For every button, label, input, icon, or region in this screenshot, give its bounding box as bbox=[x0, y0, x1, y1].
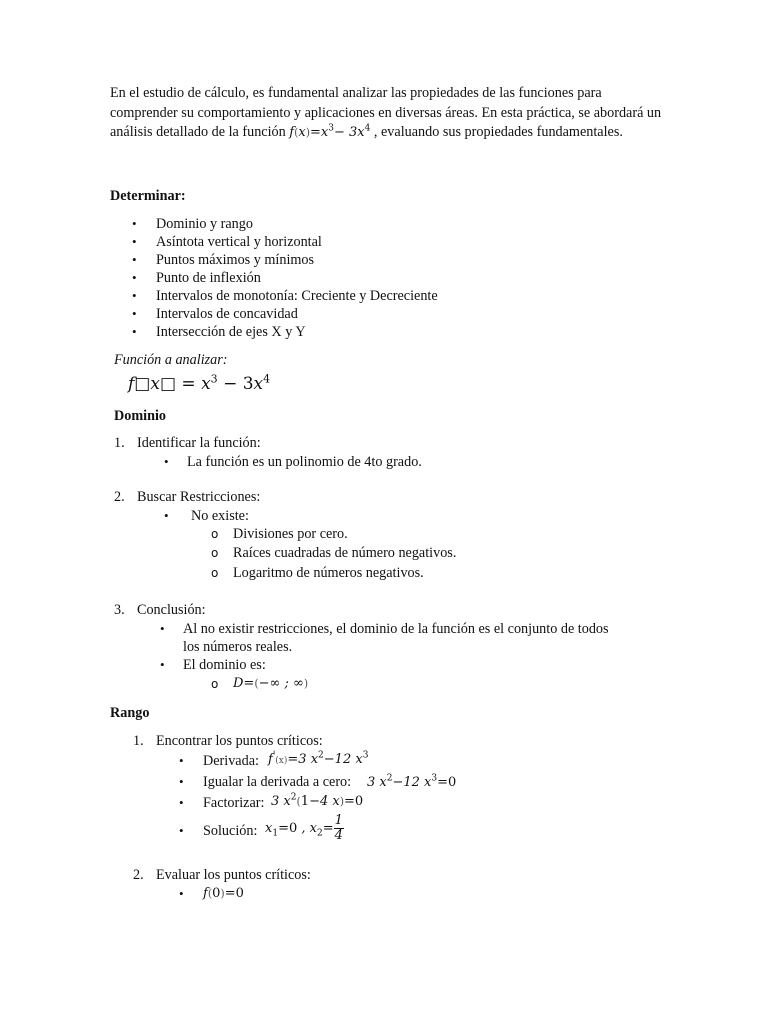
step-number: 2. bbox=[114, 489, 125, 505]
dominio-step1-bullet: La función es un polinomio de 4to grado. bbox=[187, 454, 422, 470]
list-item: Asíntota vertical y horizontal bbox=[156, 234, 322, 250]
bullet-icon: • bbox=[132, 306, 137, 321]
inline-function-formula: $f(x)=x^3- 3x^4$ bbox=[289, 123, 371, 140]
step-number: 2. bbox=[133, 867, 144, 883]
dominio-step3-bullet1-line1: Al no existir restricciones, el dominio de la función es el conjunto de todos bbox=[183, 621, 609, 637]
list-item: Intersección de ejes X y Y bbox=[156, 324, 306, 340]
dominio-step2-bullet: No existe: bbox=[191, 508, 249, 524]
igualar-label: Igualar la derivada a cero: bbox=[203, 774, 352, 790]
rango-heading: Rango bbox=[110, 705, 150, 721]
fraction-one-quarter: $\frac{1}{4}$ bbox=[334, 813, 343, 843]
step-number: 1. bbox=[133, 733, 144, 749]
intro-text-1: En el estudio de cálculo, es fundamental analizar las propiedades de las funciones para comprender su comportamiento y aplicaciones en diversas áreas. En esta práctica, se abordará un análisis detallado de la función bbox=[110, 85, 662, 140]
equation-zero-formula: 3 $x^2-12$ $x^3=0$ bbox=[367, 773, 457, 790]
list-item: Punto de inflexión bbox=[156, 270, 261, 286]
solucion-label: Solución: bbox=[203, 823, 258, 839]
circle-bullet-icon: o bbox=[211, 677, 219, 691]
dominio-step3-bullet2: El dominio es: bbox=[183, 657, 266, 673]
f-of-zero-formula: f(0)=0 bbox=[203, 886, 244, 901]
circle-bullet-icon: o bbox=[211, 546, 219, 560]
circle-bullet-icon: o bbox=[211, 566, 219, 580]
step-number: 1. bbox=[114, 435, 125, 451]
factored-formula: 3 $x^2(1-4$ x)=0 bbox=[271, 792, 364, 809]
dominio-step2-title: Buscar Restricciones: bbox=[137, 489, 261, 505]
derivative-formula: f'(x)=3 $x^2-12$ $x^3$ bbox=[268, 750, 369, 767]
bullet-icon: • bbox=[179, 823, 184, 838]
intro-paragraph bbox=[110, 84, 670, 143]
bullet-icon: • bbox=[164, 454, 169, 469]
rango-step1-title: Encontrar los puntos críticos: bbox=[156, 733, 323, 749]
dominio-step1-title: Identificar la función: bbox=[137, 435, 261, 451]
dominio-step3-title: Conclusión: bbox=[137, 602, 206, 618]
rango-step2-title: Evaluar los puntos críticos: bbox=[156, 867, 311, 883]
bullet-icon: • bbox=[132, 216, 137, 231]
solution-formula: $x_1=0$ , $x_2=$ $\frac{1}{4}$ bbox=[265, 813, 343, 843]
bullet-icon: • bbox=[179, 886, 184, 901]
bullet-icon: • bbox=[132, 252, 137, 267]
bullet-icon: • bbox=[179, 753, 184, 768]
bullet-icon: • bbox=[132, 270, 137, 285]
factorizar-label: Factorizar: bbox=[203, 795, 265, 811]
list-item: Intervalos de concavidad bbox=[156, 306, 298, 322]
main-function-formula: f□x□ = $x^3 - 3x^4$ bbox=[128, 372, 271, 394]
list-item: Intervalos de monotonía: Creciente y Decreciente bbox=[156, 288, 438, 304]
derivada-label: Derivada: bbox=[203, 753, 259, 769]
step-number: 3. bbox=[114, 602, 125, 618]
list-item: Raíces cuadradas de número negativos. bbox=[233, 545, 457, 561]
dominio-heading: Dominio bbox=[114, 408, 167, 424]
determinar-heading: Determinar: bbox=[110, 188, 186, 204]
bullet-icon: • bbox=[179, 795, 184, 810]
bullet-icon: • bbox=[132, 288, 137, 303]
intro-text-2: , evaluando sus propiedades fundamentales. bbox=[373, 124, 623, 140]
dominio-step3-bullet1-line2: los números reales. bbox=[183, 639, 293, 655]
domain-formula: D=(−∞ ; ∞) bbox=[233, 676, 309, 691]
list-item: Dominio y rango bbox=[156, 216, 253, 232]
list-item: Puntos máximos y mínimos bbox=[156, 252, 315, 268]
bullet-icon: • bbox=[179, 774, 184, 789]
bullet-icon: • bbox=[160, 657, 165, 672]
list-item: Divisiones por cero. bbox=[233, 526, 348, 542]
funcion-label: Función a analizar: bbox=[114, 352, 228, 368]
bullet-icon: • bbox=[160, 621, 165, 636]
bullet-icon: • bbox=[132, 234, 137, 249]
bullet-icon: • bbox=[164, 508, 169, 523]
bullet-icon: • bbox=[132, 324, 137, 339]
list-item: Logaritmo de números negativos. bbox=[233, 565, 424, 581]
circle-bullet-icon: o bbox=[211, 527, 219, 541]
